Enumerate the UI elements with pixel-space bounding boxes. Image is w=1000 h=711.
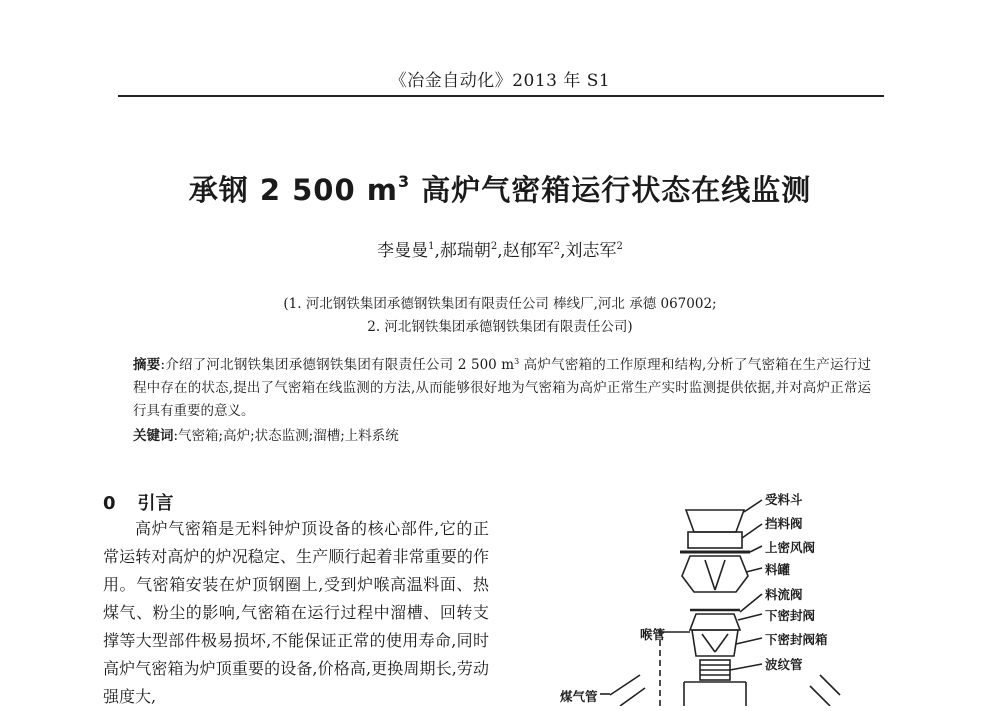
diagram-drawing bbox=[540, 480, 880, 706]
section-title: 引言 bbox=[137, 493, 174, 514]
affiliation-2: 2. 河北钢铁集团承德钢铁集团有限责任公司) bbox=[367, 319, 633, 335]
keywords bbox=[133, 425, 871, 448]
author: 李曼曼 bbox=[377, 241, 429, 261]
body-paragraph: 高炉气密箱是无料钟炉顶设备的核心部件,它的正常运转对高炉的炉况稳定、生产顺行起着非常重要的作用。气密箱安装在炉顶钢圈上,受到炉喉高温料面、热煤气、粉尘的影响,气密箱在运行过程中溜槽、回转支撑等大型部件极易损坏,不能保证正常的使用寿命,同时高炉气密箱为炉顶重要的设备,价格高,更换周期长,劳动强度大, bbox=[103, 519, 489, 706]
section-heading bbox=[103, 489, 174, 515]
gas-seal-box-diagram bbox=[540, 480, 880, 706]
label-lower-seal-valve: 下密封阀 bbox=[765, 608, 816, 623]
label-lower-seal-box: 下密封阀箱 bbox=[765, 632, 828, 647]
title-sup: 3 bbox=[397, 172, 411, 191]
lower-seal-box-shape bbox=[692, 630, 738, 656]
author-affiliation-mark: 2 bbox=[616, 241, 623, 252]
stop-valve-shape bbox=[688, 532, 742, 548]
body-text bbox=[103, 515, 489, 711]
author: 刘志军 bbox=[565, 241, 617, 261]
label-material-valve: 挡料阀 bbox=[765, 516, 803, 531]
abstract bbox=[133, 350, 871, 423]
title-main: 承钢 2 500 m bbox=[188, 173, 398, 207]
label-throat-pipe: 喉管 bbox=[640, 627, 666, 642]
journal-header: 《冶金自动化》2013 年 S1 bbox=[389, 71, 611, 91]
author-affiliation-mark: 1 bbox=[428, 241, 435, 252]
label-hopper: 受料斗 bbox=[765, 492, 803, 507]
keywords-text: :气密箱;高炉;状态监测;溜槽;上料系统 bbox=[173, 428, 399, 444]
hopper-shape bbox=[686, 510, 744, 532]
author-list: 李曼曼$^1$,郝瑞朝$^2$,赵郁军$^2$,刘志军$^2$ bbox=[377, 241, 623, 261]
section-number: 0 bbox=[103, 493, 116, 514]
author: 郝瑞朝 bbox=[439, 241, 491, 261]
flow-valve-shape bbox=[690, 614, 740, 630]
label-gas-pipe: 煤气管 bbox=[560, 689, 598, 704]
abstract-text-1: :介绍了河北钢铁集团承德钢铁集团有限责任公司 2 500 m bbox=[160, 357, 515, 373]
label-tank: 料罐 bbox=[765, 562, 791, 577]
tank-shape bbox=[682, 556, 748, 592]
abstract-text-2: 高炉气密箱的工作原理和结构,分析了气密箱在生产运行过程中存在的状态,提出了气密箱在线监测的方法,从而能够很好地为气密箱为高炉正常生产实时监测提供依据,并对高炉正常运行具有重要的意义。 bbox=[133, 357, 871, 419]
abstract-sup: 3 bbox=[514, 357, 520, 366]
author-affiliation-mark: 2 bbox=[490, 241, 498, 252]
label-bellows: 波纹管 bbox=[765, 657, 803, 672]
abstract-label: 摘要 bbox=[133, 357, 161, 373]
keywords-label: 关键词 bbox=[133, 428, 174, 444]
label-upper-seal-valve: 上密风阀 bbox=[765, 540, 816, 555]
header-rule bbox=[118, 95, 884, 97]
author: 赵郁军 bbox=[502, 241, 554, 261]
affiliation-1: (1. 河北钢铁集团承德钢铁集团有限责任公司 棒线厂,河北 承德 067002; bbox=[283, 296, 717, 312]
title-rest: 高炉气密箱运行状态在线监测 bbox=[410, 173, 812, 207]
label-flow-valve: 料流阀 bbox=[765, 587, 803, 602]
paper-title bbox=[0, 168, 1000, 209]
author-affiliation-mark: 2 bbox=[553, 241, 561, 252]
